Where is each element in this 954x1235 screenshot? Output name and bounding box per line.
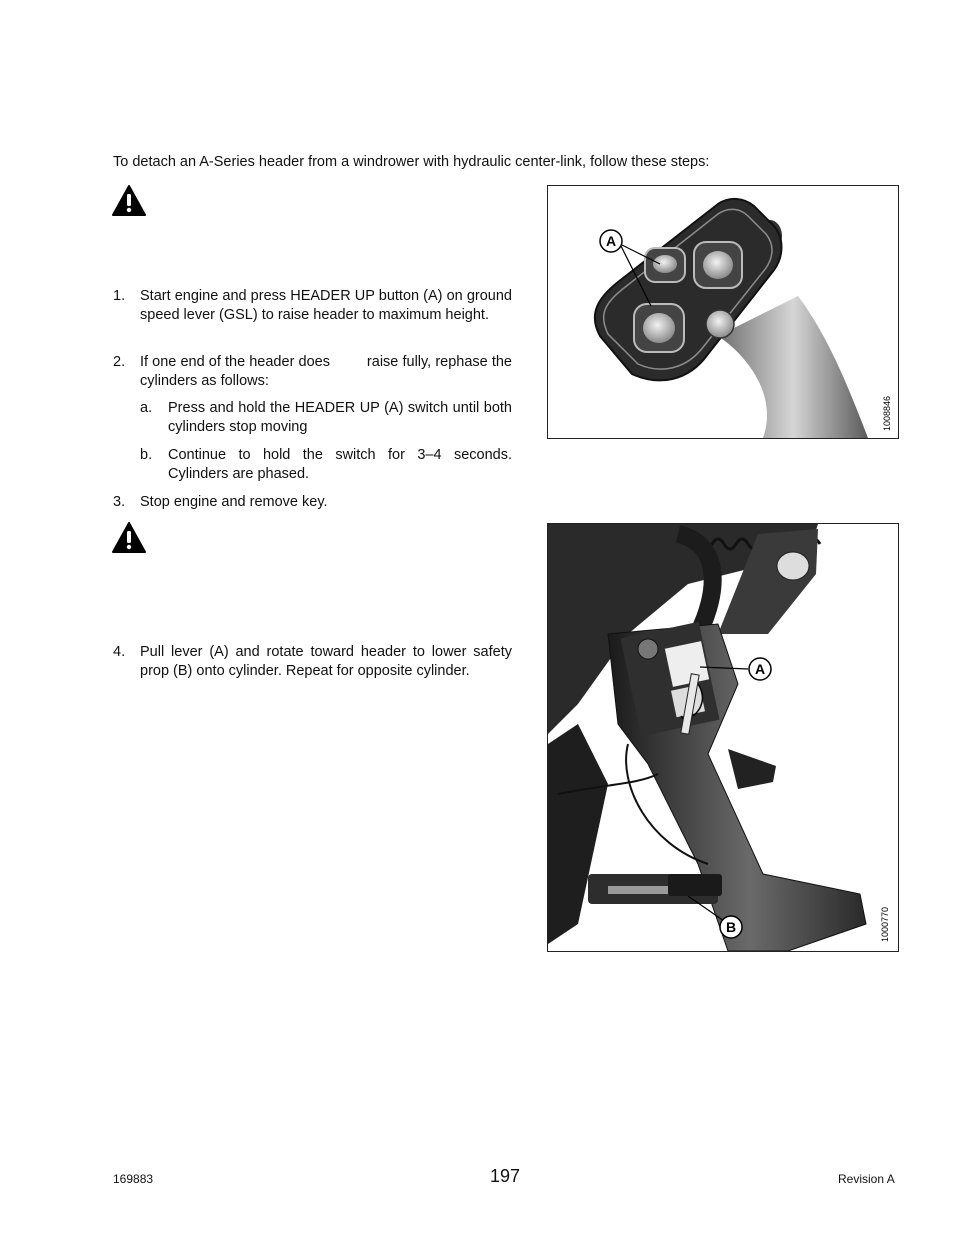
step-1 xyxy=(113,287,513,347)
step-4 xyxy=(113,643,513,683)
step-number: 4. xyxy=(113,644,126,660)
warning-triangle-icon xyxy=(111,521,147,555)
step-3 xyxy=(113,493,513,513)
safety-prop-illustration xyxy=(548,524,898,951)
step-text: Stop engine and remove key. xyxy=(140,494,328,510)
substep-b xyxy=(140,446,512,486)
footer-page-number: 197 xyxy=(490,1166,521,1186)
substep-a xyxy=(140,399,512,439)
callout-a-label: A xyxy=(605,233,617,249)
gsl-illustration xyxy=(548,186,898,438)
figure-ground-speed-lever xyxy=(547,185,899,439)
step-number: 1. xyxy=(113,288,126,304)
callout-b-label: B xyxy=(725,919,737,935)
intro-text: To detach an A-Series header from a windrower with hydraulic center-link, follow these steps: xyxy=(113,154,710,170)
callout-a-label: A xyxy=(754,661,766,677)
substep-letter: b. xyxy=(140,447,153,463)
step-text: Start engine and press HEADER UP button (A) on ground speed lever (GSL) to raise header to maximum height. xyxy=(140,288,512,323)
step-2 xyxy=(113,353,517,393)
step-text: Pull lever (A) and rotate toward header to lower safety prop (B) onto cylinder. Repeat for opposite cylinder. xyxy=(140,644,512,679)
figure-safety-prop xyxy=(547,523,899,952)
figure-number: 1000770 xyxy=(880,906,890,942)
figure-number: 1008846 xyxy=(882,395,892,431)
substep-text: Continue to hold the switch for 3–4 seconds. Cylinders are phased. xyxy=(168,447,512,482)
step-text: If one end of the header does raise fully, rephase the cylinders as follows: xyxy=(140,354,517,389)
step-number: 2. xyxy=(113,354,126,370)
step-number: 3. xyxy=(113,494,126,510)
footer-doc-number: 169883 xyxy=(113,1172,154,1186)
substep-letter: a. xyxy=(140,400,153,416)
substep-text: Press and hold the HEADER UP (A) switch until both cylinders stop moving xyxy=(168,400,512,435)
footer-revision: Revision A xyxy=(838,1172,895,1186)
warning-triangle-icon xyxy=(111,184,147,218)
